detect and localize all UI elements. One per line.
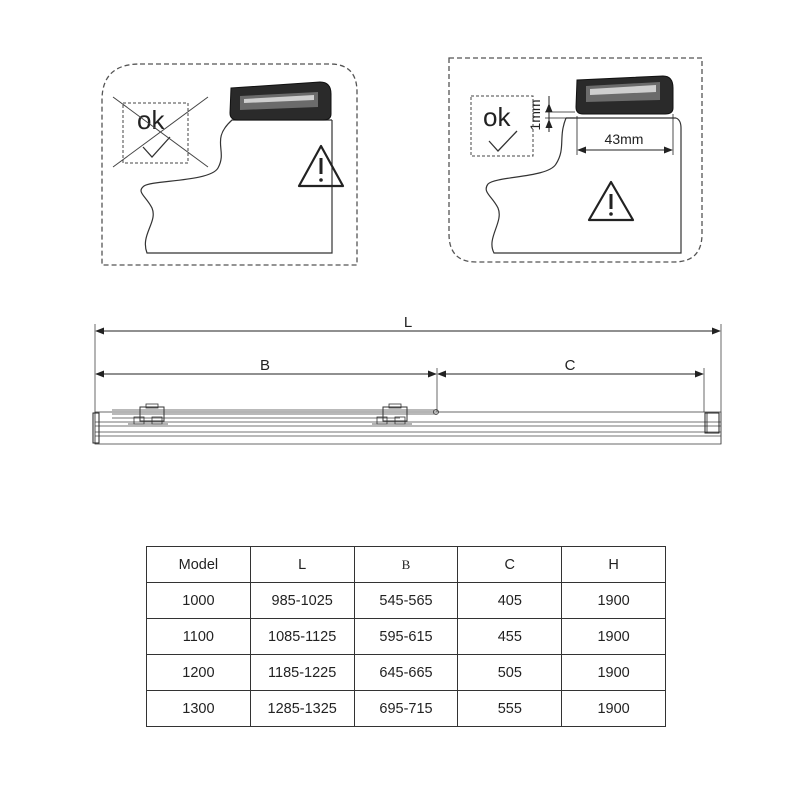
incorrect-check-box [113, 97, 208, 167]
warning-icon [299, 146, 343, 186]
table-cell: 1900 [562, 619, 666, 655]
offset-dimension-label: 43mm [604, 131, 644, 147]
table-cell: 1085-1125 [250, 619, 354, 655]
table-cell: 1200 [147, 655, 251, 691]
table-cell: 1185-1225 [250, 655, 354, 691]
table-cell: 405 [458, 583, 562, 619]
checkmark-icon [143, 137, 170, 157]
door-profile [93, 404, 721, 444]
table-cell: 1000 [147, 583, 251, 619]
correct-check-box [471, 96, 533, 156]
dimension-label-L: L [403, 314, 413, 331]
column-header: B [354, 547, 458, 583]
table-cell: 1900 [562, 655, 666, 691]
table-cell: 645-665 [354, 655, 458, 691]
wall-bracket [576, 76, 673, 114]
dimensions-table [146, 546, 666, 727]
table-cell: 1900 [562, 583, 666, 619]
wall-bracket [230, 82, 331, 120]
plan-view [93, 314, 721, 444]
ok-label: ok [483, 102, 511, 132]
dimension-label-C: C [564, 357, 576, 374]
ok-label: ok [137, 105, 165, 135]
table-cell: 545-565 [354, 583, 458, 619]
warning-icon [589, 182, 633, 220]
dimension-label-B: B [259, 357, 271, 374]
detail-panel-incorrect [102, 64, 357, 265]
table-cell: 1300 [147, 691, 251, 727]
checkmark-icon [489, 131, 517, 151]
table-cell: 595-615 [354, 619, 458, 655]
detail-panel-correct [449, 58, 702, 262]
table-cell: 555 [458, 691, 562, 727]
table-row [147, 583, 666, 619]
table-cell: 1100 [147, 619, 251, 655]
gap-dimension [527, 96, 575, 132]
table-row [147, 655, 666, 691]
table-cell: 1900 [562, 691, 666, 727]
table-cell: 1285-1325 [250, 691, 354, 727]
column-header: Model [147, 547, 251, 583]
column-header: H [562, 547, 666, 583]
table-row [147, 691, 666, 727]
table-header-row [147, 547, 666, 583]
offset-dimension [577, 114, 673, 155]
column-header: C [458, 547, 562, 583]
gap-dimension-label: 1mm [527, 99, 543, 131]
table-cell: 695-715 [354, 691, 458, 727]
table-cell: 985-1025 [250, 583, 354, 619]
table-cell: 505 [458, 655, 562, 691]
column-header: L [250, 547, 354, 583]
table-cell: 455 [458, 619, 562, 655]
table-row [147, 619, 666, 655]
